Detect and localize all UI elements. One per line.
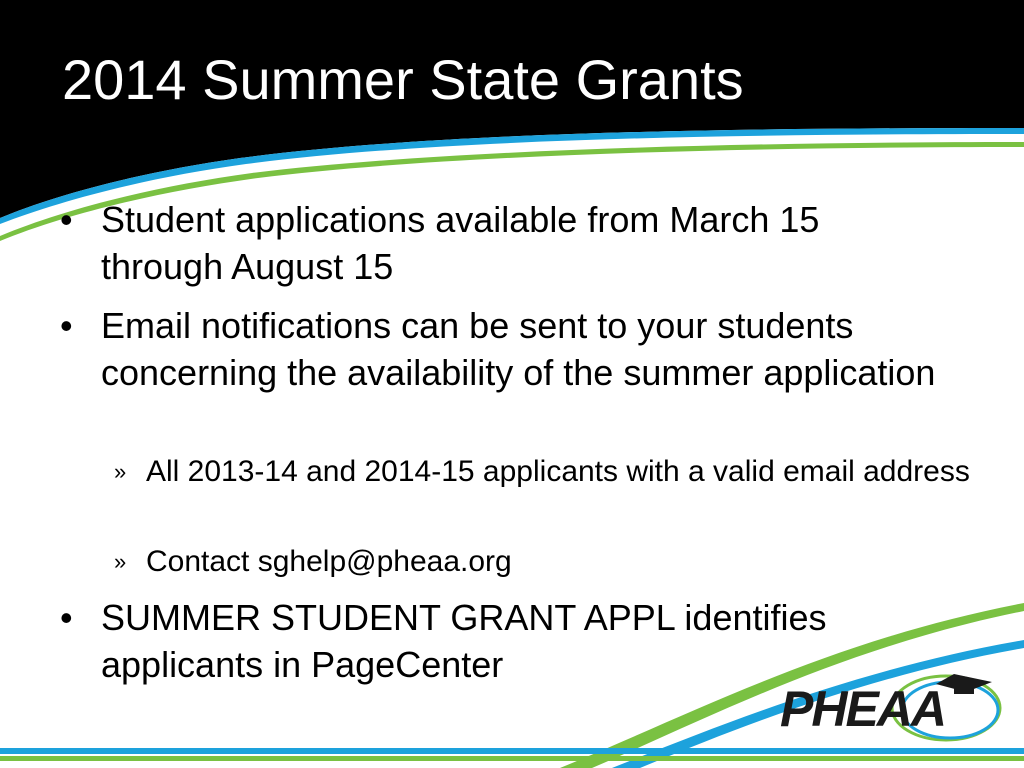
bullet-text: SUMMER STUDENT GRANT APPL identifies applicants in PageCenter (101, 597, 827, 685)
logo-wordmark: PHEAA (780, 681, 946, 737)
sub-bullet-text: Contact sghelp@pheaa.org (146, 545, 512, 578)
footer-bottom-stripe (0, 748, 1024, 754)
bullet-mark: • (60, 597, 73, 638)
graduation-cap-base (954, 686, 974, 694)
sub-bullet-text: All 2013-14 and 2014-15 applicants with a valid email address (146, 455, 970, 488)
bullet-mark: • (60, 199, 73, 240)
footer-bottom-stripe-green (0, 756, 1024, 761)
sub-bullet-item (114, 542, 974, 582)
bullet-mark: • (60, 305, 73, 346)
sub-bullet-item (114, 452, 974, 492)
bullet-text: Email notifications can be sent to your students concerning the availability of the summer application (101, 305, 936, 393)
bullet-item (60, 196, 940, 290)
pheaa-logo (778, 664, 1008, 744)
slide-title: 2014 Summer State Grants (62, 48, 744, 111)
bullet-item (60, 302, 940, 396)
sub-bullet-mark: » (114, 459, 127, 484)
bullet-text: Student applications available from March 15 through August 15 (101, 199, 820, 287)
sub-bullet-mark: » (114, 549, 127, 574)
